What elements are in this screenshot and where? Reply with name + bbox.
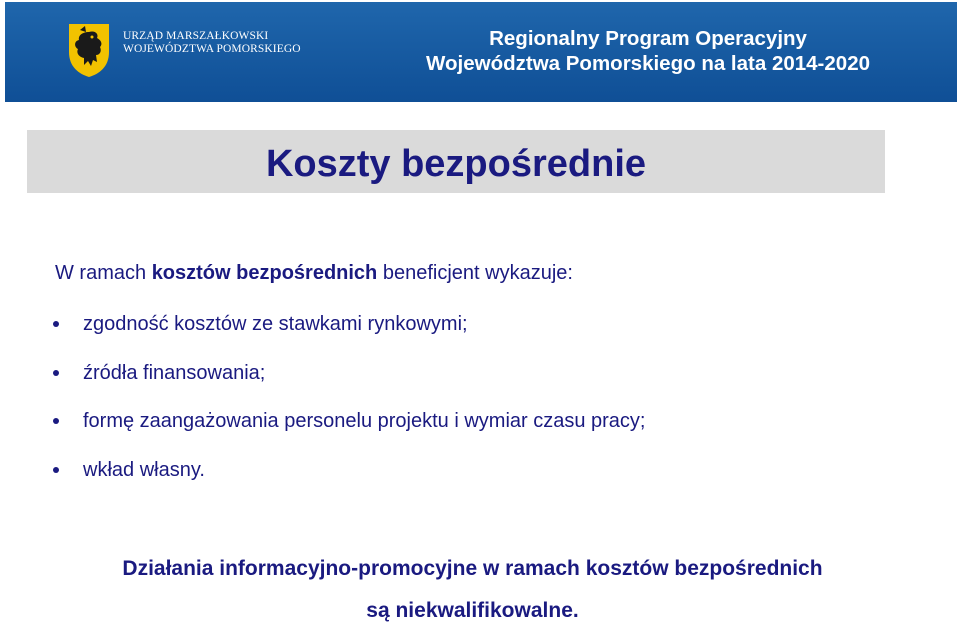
bullet-icon xyxy=(53,370,59,376)
title-bar xyxy=(27,130,885,193)
griffin-crest-icon xyxy=(67,22,111,78)
intro-bold: kosztów bezpośrednich xyxy=(151,262,378,284)
intro-after: beneficjent wykazuje: xyxy=(377,262,573,284)
footer-line-1: Działania informacyjno-promocyjne w ramach kosztów bezpośrednich xyxy=(122,557,823,580)
list-item-text: wkład własny. xyxy=(83,458,205,481)
intro-before: W ramach xyxy=(55,262,152,284)
footer-line-2: są niekwalifikowalne. xyxy=(366,599,579,622)
bullet-icon xyxy=(53,467,59,473)
program-title-line-1: Regionalny Program Operacyjny xyxy=(489,27,807,50)
header-banner xyxy=(5,2,957,102)
footer-note xyxy=(0,548,945,625)
program-title xyxy=(426,26,870,76)
program-title-line-2: Województwa Pomorskiego na lata 2014-2020 xyxy=(426,52,870,75)
list-item-text: źródła finansowania; xyxy=(83,361,266,384)
logo xyxy=(67,22,301,86)
page-title: Koszty bezpośrednie xyxy=(265,143,647,185)
logo-line-2: WOJEWÓDZTWA POMORSKIEGO xyxy=(123,43,301,55)
intro-text xyxy=(55,261,573,285)
list-item-text: zgodność kosztów ze stawkami rynkowymi; xyxy=(83,313,468,335)
list-item-text: formę zaangażowania personelu projektu i wymiar czasu pracy; xyxy=(83,410,646,432)
logo-line-1: URZĄD MARSZAŁKOWSKI xyxy=(123,30,269,42)
bullet-icon xyxy=(53,418,59,424)
logo-text xyxy=(123,30,301,56)
bullet-icon xyxy=(53,321,59,327)
